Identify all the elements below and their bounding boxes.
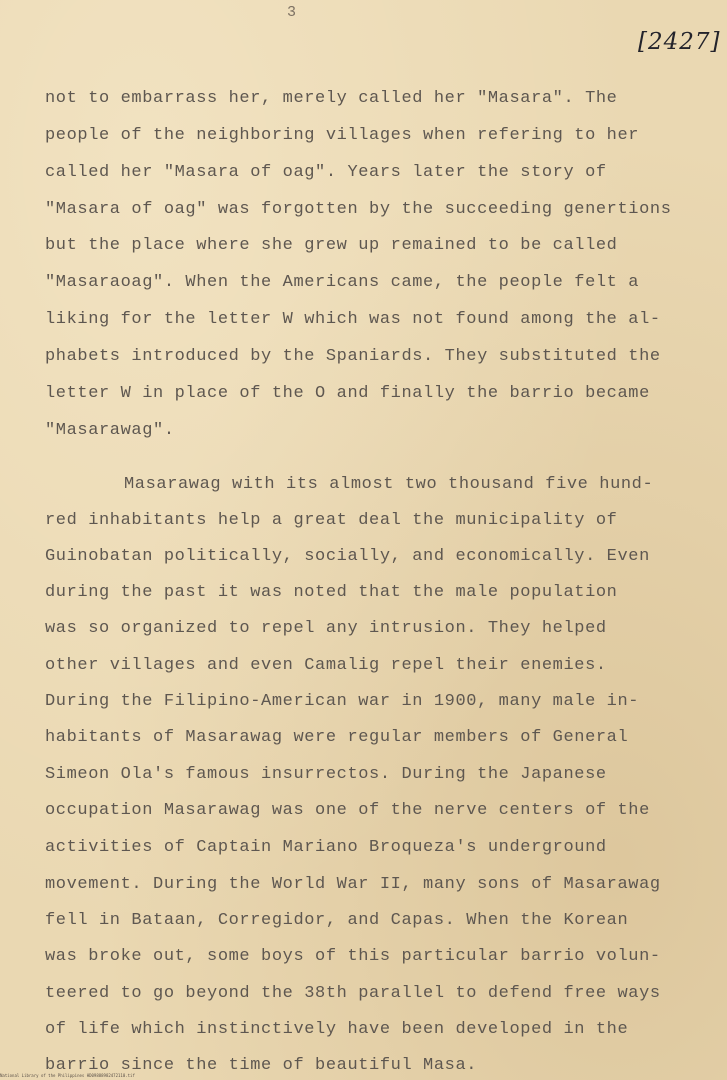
text-line: other villages and even Camalig repel their enemies. [45, 656, 607, 675]
text-line: was so organized to repel any intrusion. They helped [45, 619, 607, 638]
text-line: teered to go beyond the 38th parallel to defend free ways [45, 984, 661, 1003]
text-line: During the Filipino-American war in 1900, many male in- [45, 692, 640, 711]
text-line: liking for the letter W which was not found among the al- [45, 310, 661, 329]
text-line: not to embarrass her, merely called her "Masara". The [45, 89, 618, 108]
text-line: "Masaraoag". When the Americans came, the people felt a [45, 273, 640, 292]
text-line: habitants of Masarawag were regular members of General [45, 728, 629, 747]
text-line: Simeon Ola's famous insurrectos. During the Japanese [45, 765, 607, 784]
handwritten-page-annotation: [2427] [638, 29, 721, 55]
text-line: barrio since the time of beautiful Masa. [45, 1056, 478, 1075]
text-line: but the place where she grew up remained to be called [45, 236, 618, 255]
text-line: Masarawag with its almost two thousand five hund- [124, 475, 654, 494]
page-number: 3 [287, 4, 297, 21]
text-line: "Masarawag". [45, 421, 175, 440]
text-line: red inhabitants help a great deal the municipality of [45, 511, 618, 530]
text-line: called her "Masara of oag". Years later the story of [45, 163, 607, 182]
text-line: Guinobatan politically, socially, and economically. Even [45, 547, 650, 566]
text-line: letter W in place of the O and finally the barrio became [45, 384, 650, 403]
text-line: "Masara of oag" was forgotten by the succeeding genertions [45, 200, 672, 219]
scan-footer-caption: National Library of the Philippines HD09888982472110.tif [0, 1073, 135, 1078]
text-line: phabets introduced by the Spaniards. They substituted the [45, 347, 661, 366]
text-line: during the past it was noted that the male population [45, 583, 618, 602]
text-line: of life which instinctively have been developed in the [45, 1020, 629, 1039]
text-line: fell in Bataan, Corregidor, and Capas. When the Korean [45, 911, 629, 930]
text-line: occupation Masarawag was one of the nerve centers of the [45, 801, 650, 820]
text-line: was broke out, some boys of this particular barrio volun- [45, 947, 661, 966]
text-line: movement. During the World War II, many sons of Masarawag [45, 875, 661, 894]
text-line: people of the neighboring villages when refering to her [45, 126, 640, 145]
text-line: activities of Captain Mariano Broqueza's underground [45, 838, 607, 857]
